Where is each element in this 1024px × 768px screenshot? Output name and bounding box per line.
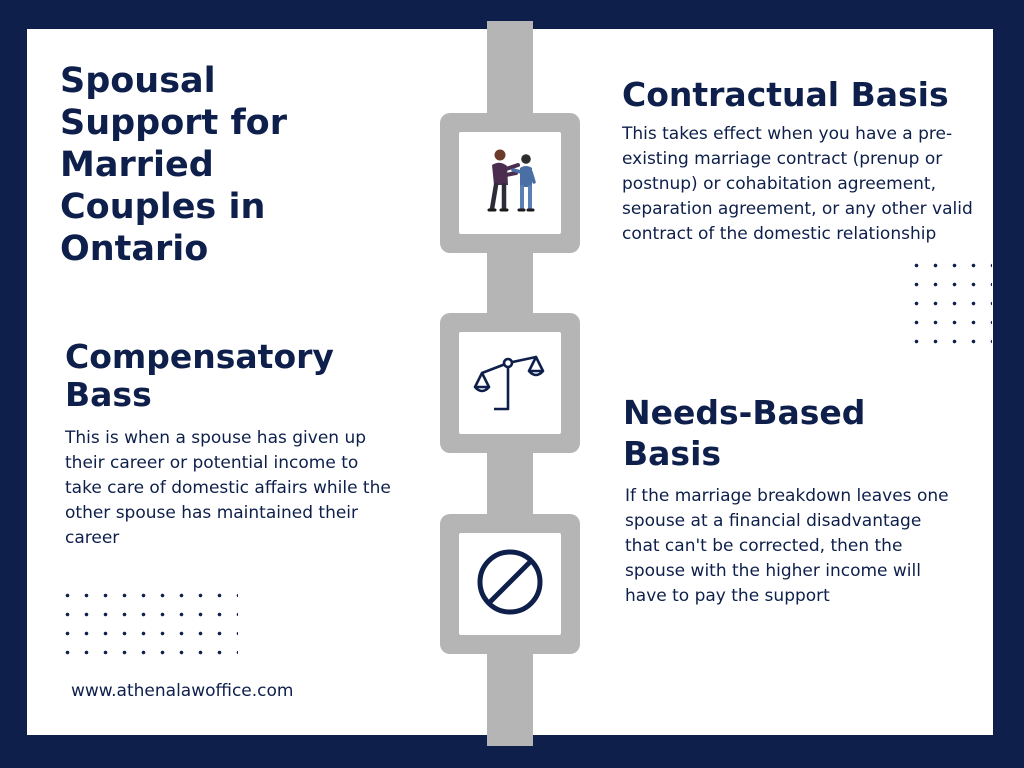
page-title: Spousal Support for Married Couples in Ontario <box>60 61 287 269</box>
compensatory-body: This is when a spouse has given up their career or potential income to take care of domestic affairs while the other spouse has maintained their career <box>65 428 391 548</box>
needs-body: If the marriage breakdown leaves one spouse at a financial disadvantage that can't be corrected, then the spouse with the higher income will have to pay the support <box>625 486 949 606</box>
icon-box-needs <box>440 514 580 654</box>
scales-icon <box>472 343 548 423</box>
contractual-heading: Contractual Basis <box>622 75 949 114</box>
dot-grid-decoration <box>907 256 992 356</box>
prohibited-icon <box>475 547 545 621</box>
website-url: www.athenalawoffice.com <box>71 681 294 701</box>
compensatory-heading: Compensatory Bass <box>65 337 334 414</box>
icon-box-compensatory <box>440 313 580 453</box>
dot-grid-decoration <box>58 586 238 656</box>
icon-box-contractual <box>440 113 580 253</box>
needs-heading: Needs-Based Basis <box>623 393 866 473</box>
contractual-body: This takes effect when you have a pre-existing marriage contract (prenup or postnup) or cohabitation agreement, separation agreement, or any other valid contract of the domestic relationship <box>622 124 973 244</box>
arguing-couple-icon <box>470 145 550 221</box>
